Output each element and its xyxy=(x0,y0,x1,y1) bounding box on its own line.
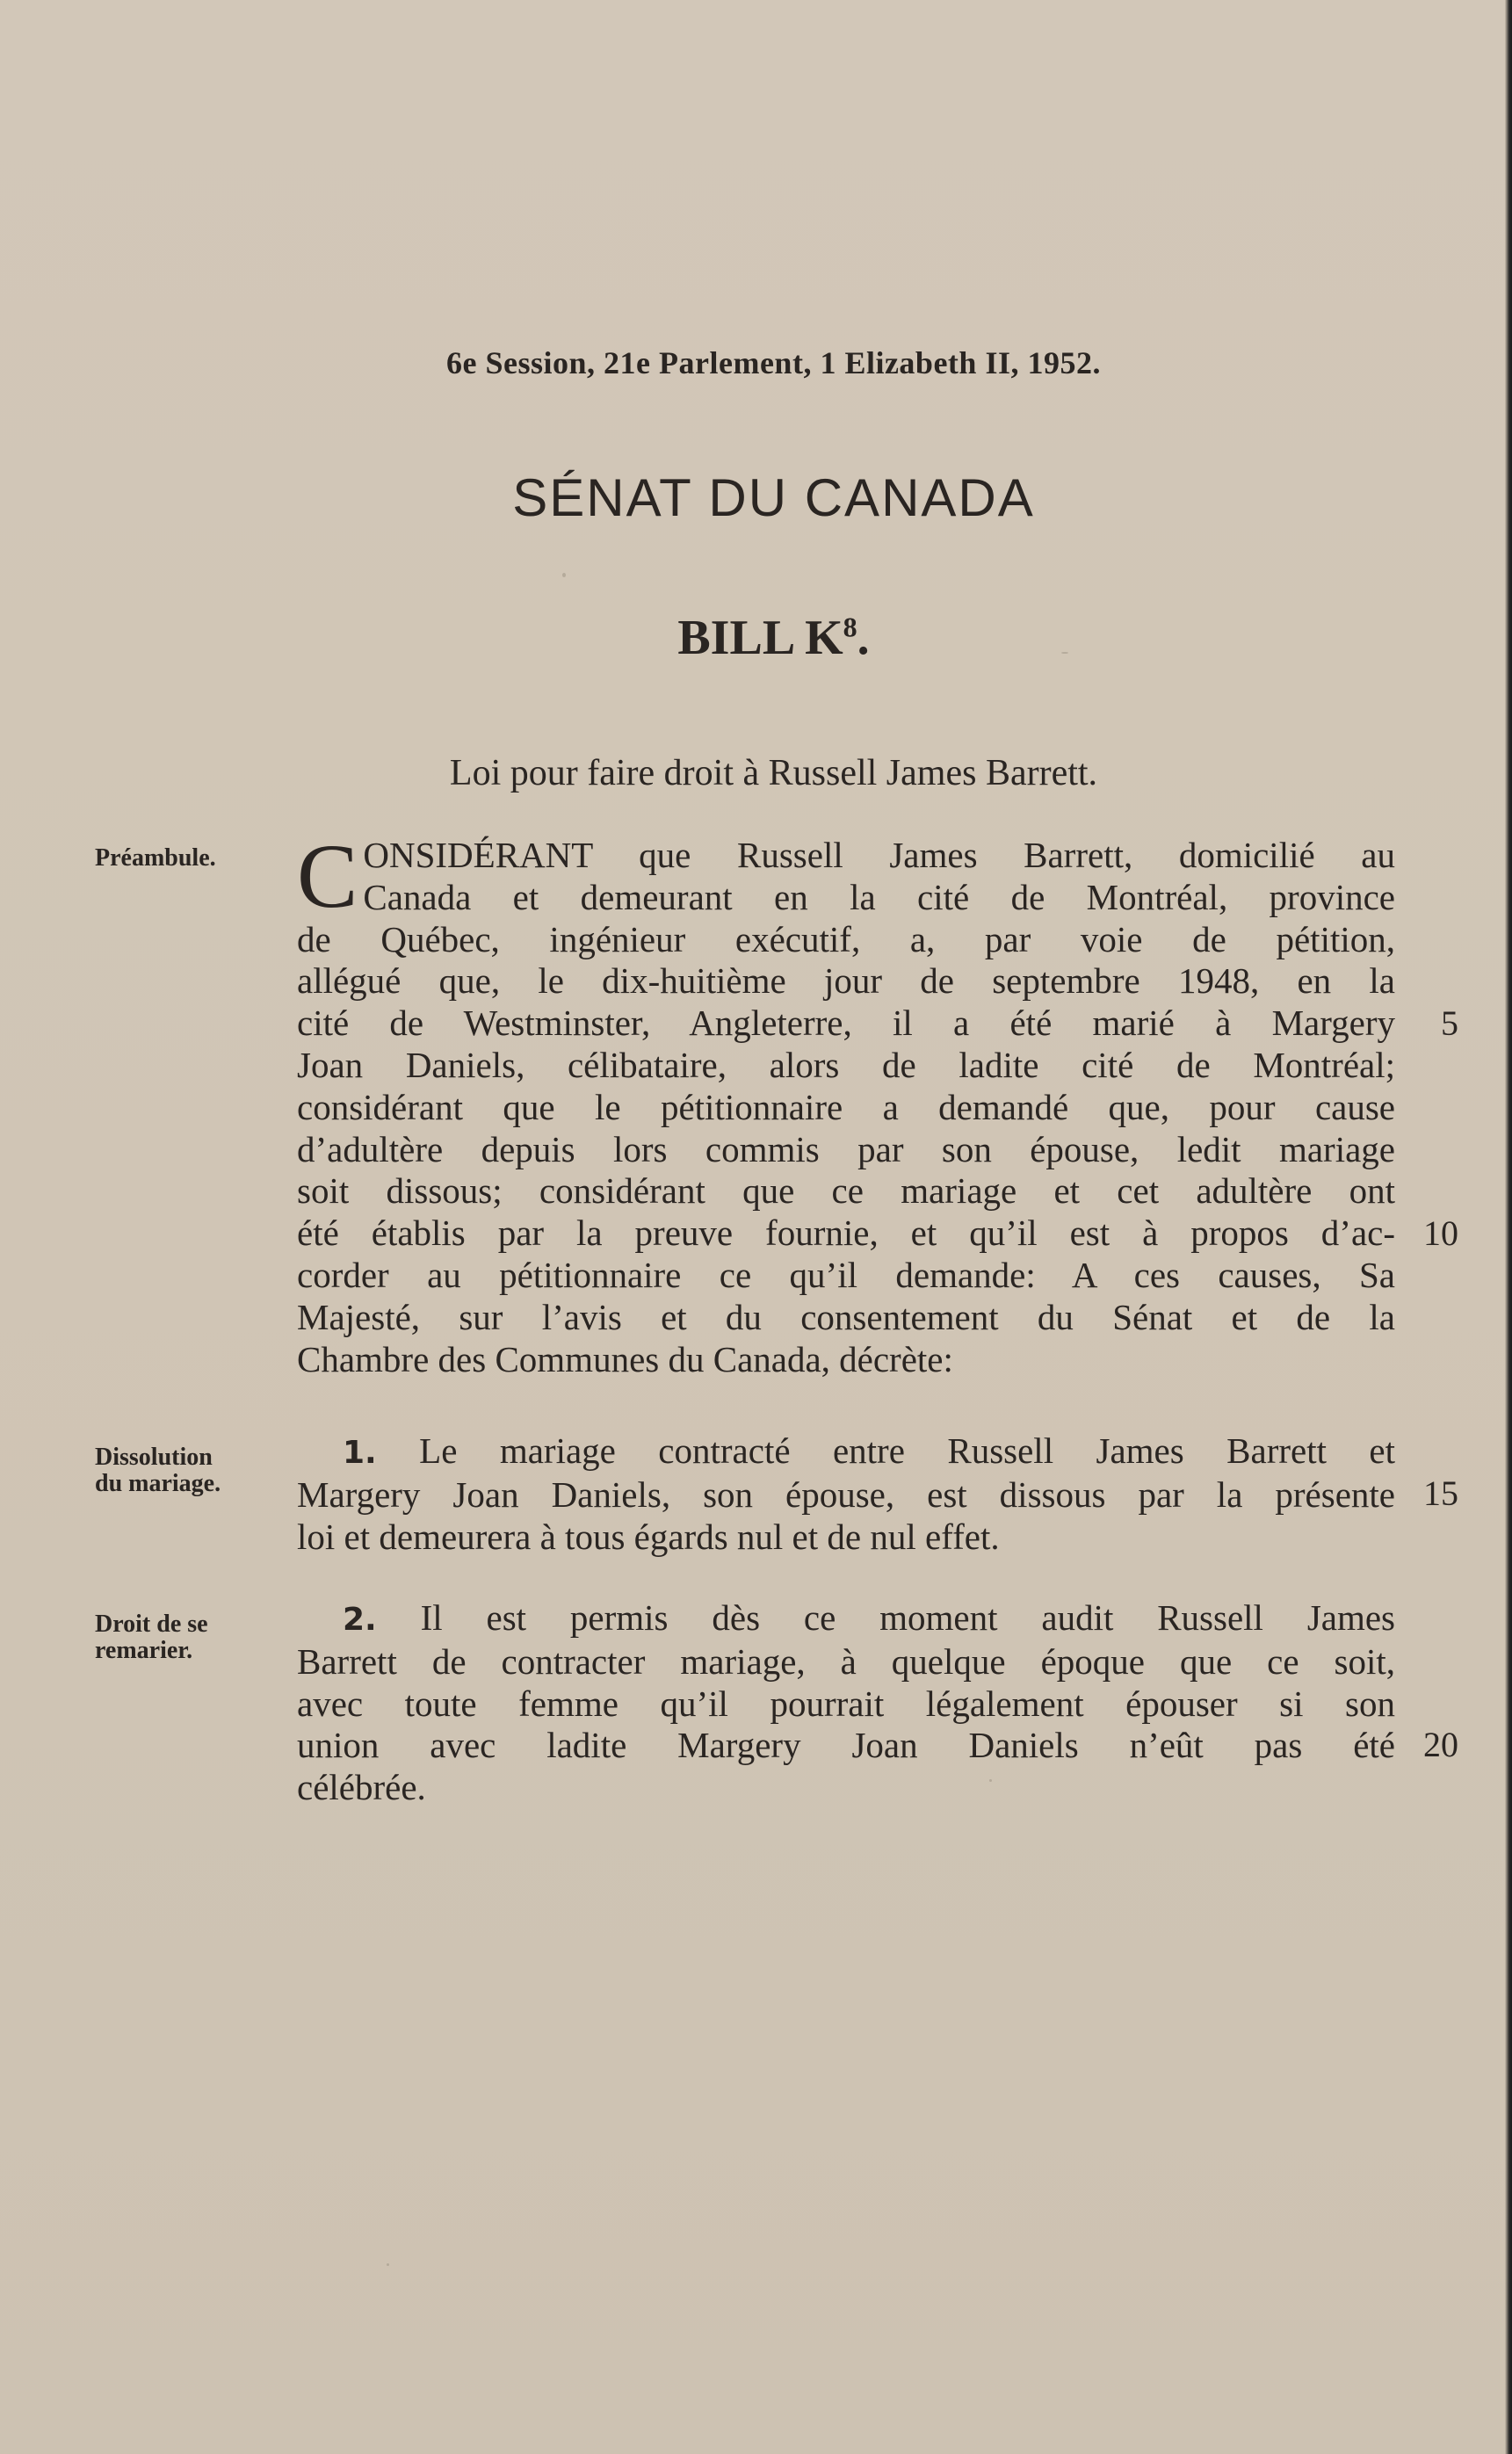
margin-note-remarry xyxy=(95,1611,271,1664)
preamble-line: Canada et demeurant en la cité de Montréal, province xyxy=(363,876,1395,917)
bill-suffix: . xyxy=(857,611,870,665)
margin-note-dissolution-line1: Dissolution xyxy=(95,1444,213,1471)
section-1-line: Le mariage contracté entre Russell James Barrett et xyxy=(419,1430,1395,1471)
preamble-line: cité de Westminster, Angleterre, il a été marié à Margery xyxy=(297,1003,1395,1044)
line-number-15: 15 xyxy=(1423,1473,1458,1513)
margin-note-dissolution xyxy=(95,1444,271,1497)
preamble-line: ONSIDÉRANT que Russell James Barrett, domicilié au xyxy=(363,835,1395,875)
section-2-number: 2. xyxy=(343,1602,377,1638)
preamble-paragraph xyxy=(297,826,1395,1380)
preamble-line: corder au pétitionnaire ce qu’il demande: A ces causes, Sa xyxy=(297,1254,1395,1295)
section-2-line: Barrett de contracter mariage, à quelque époque que ce soit, xyxy=(297,1640,1395,1682)
line-number-10: 10 xyxy=(1423,1213,1458,1253)
session-line: 6e Session, 21e Parlement, 1 Elizabeth II, 1952. xyxy=(446,345,1101,380)
bill-superscript: 8 xyxy=(843,611,857,643)
margin-note-remarry-line2: remarier. xyxy=(95,1637,193,1664)
page-right-edge xyxy=(1505,0,1512,2454)
senate-title: SÉNAT DU CANADA xyxy=(512,468,1035,527)
section-1-first-line xyxy=(297,1430,1395,1474)
section-2-line: union avec ladite Margery Joan Daniels n’eût pas été xyxy=(297,1725,1395,1766)
section-1-number: 1. xyxy=(343,1435,377,1471)
section-1-line: Margery Joan Daniels, son épouse, est dissous par la présente xyxy=(297,1473,1395,1515)
preamble-line: Chambre des Communes du Canada, décrète: xyxy=(297,1338,953,1379)
preamble-line: Joan Daniels, célibataire, alors de ladite cité de Montréal; xyxy=(297,1044,1395,1085)
preamble-line: considérant que le pétitionnaire a demandé que, pour cause xyxy=(297,1086,1395,1127)
paper-speck xyxy=(387,2263,389,2266)
section-2-first-line xyxy=(297,1597,1395,1641)
paper-speck xyxy=(989,1779,992,1782)
bill-prefix: BILL K xyxy=(677,611,843,665)
preamble-line: soit dissous; considérant que ce mariage et cet adultère ont xyxy=(297,1170,1395,1212)
section-1-line: loi et demeurera à tous égards nul et de nul effet. xyxy=(297,1516,1000,1557)
bill-subtitle: Loi pour faire droit à Russell James Barrett. xyxy=(449,753,1098,793)
section-2-line: Il est permis dès ce moment audit Russell James xyxy=(420,1597,1396,1638)
dropcap-letter: C xyxy=(297,826,358,927)
section-2-line: célébrée. xyxy=(297,1767,426,1808)
preamble-line: allégué que, le dix-huitième jour de septembre 1948, en la xyxy=(297,960,1395,1002)
paper-speck xyxy=(1061,652,1068,654)
margin-note-dissolution-line2: du mariage. xyxy=(95,1470,221,1497)
bill-title xyxy=(0,610,1512,666)
section-1 xyxy=(297,1430,1395,1558)
line-number-20: 20 xyxy=(1423,1725,1458,1764)
section-2 xyxy=(297,1597,1395,1809)
margin-note-preamble: Préambule. xyxy=(95,844,216,872)
line-number-5: 5 xyxy=(1441,1003,1458,1043)
section-2-line: avec toute femme qu’il pourrait légalement épouser si son xyxy=(297,1683,1395,1724)
paper-speck xyxy=(562,573,566,577)
preamble-line: été établis par la preuve fournie, et qu’il est à propos d’ac- xyxy=(297,1213,1395,1254)
preamble-line: Majesté, sur l’avis et du consentement du Sénat et de la xyxy=(297,1296,1395,1337)
preamble-line: d’adultère depuis lors commis par son épouse, ledit mariage xyxy=(297,1128,1395,1169)
preamble-line: de Québec, ingénieur exécutif, a, par voie de pétition, xyxy=(297,918,1395,959)
margin-note-remarry-line1: Droit de se xyxy=(95,1611,208,1638)
